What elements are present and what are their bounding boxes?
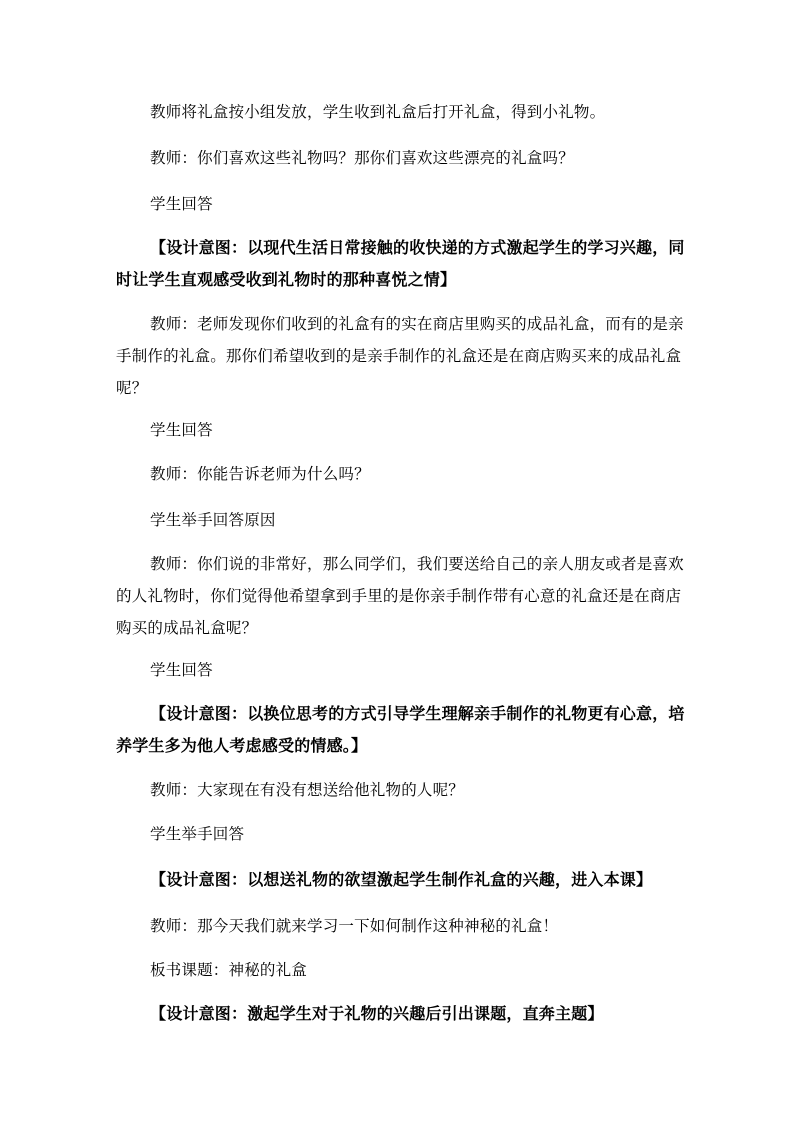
paragraph-gift-distribution: 教师将礼盒按小组发放，学生收到礼盒后打开礼盒，得到小礼物。: [150, 103, 606, 121]
paragraph-teacher-question-4: 教师：你们说的非常好，那么同学们，我们要送给自己的亲人朋友或者是喜欢的人礼物时，你们觉得他希望拿到手里的是你亲手制作带有心意的礼盒还是在商店购买的成品礼盒呢？: [116, 555, 684, 637]
paragraph-design-intent-1: 【设计意图：以现代生活日常接触的收快递的方式激起学生的学习兴趣，同时让学生直观感受收到礼物时的那种喜悦之情】: [116, 238, 685, 289]
paragraph-teacher-question-3: 教师：你能告诉老师为什么吗？: [150, 465, 370, 483]
paragraph-design-intent-4: 【设计意图：激起学生对于礼物的兴趣后引出课题，直奔主题】: [150, 1004, 604, 1023]
paragraph-teacher-question-2: 教师：老师发现你们收到的礼盒有的实在商店里购买的成品礼盒，而有的是亲手制作的礼盒。那你们希望收到的是亲手制作的礼盒还是在商店购买来的成品礼盒呢？: [116, 315, 684, 397]
paragraph-teacher-question-5: 教师：大家现在有没有想送给他礼物的人呢？: [150, 781, 465, 799]
paragraph-teacher-intro: 教师：那今天我们就来学习一下如何制作这种神秘的礼盒！: [150, 917, 559, 935]
paragraph-student-answer-4: 学生举手回答: [150, 825, 245, 843]
paragraph-student-answer-2: 学生回答: [150, 421, 213, 439]
paragraph-teacher-question-1: 教师：你们喜欢这些礼物吗？那你们喜欢这些漂亮的礼盒吗？: [150, 149, 574, 167]
paragraph-board-title: 板书课题：神秘的礼盒: [150, 961, 308, 979]
paragraph-design-intent-3: 【设计意图：以想送礼物的欲望激起学生制作礼盒的兴趣，进入本课】: [150, 870, 653, 889]
paragraph-student-answer-3: 学生回答: [150, 661, 213, 679]
paragraph-student-reason: 学生举手回答原因: [150, 511, 276, 529]
paragraph-student-answer-1: 学生回答: [150, 195, 213, 213]
paragraph-design-intent-2: 【设计意图：以换位思考的方式引导学生理解亲手制作的礼物更有心意，培养学生多为他人考虑感受的情感。】: [116, 704, 685, 755]
